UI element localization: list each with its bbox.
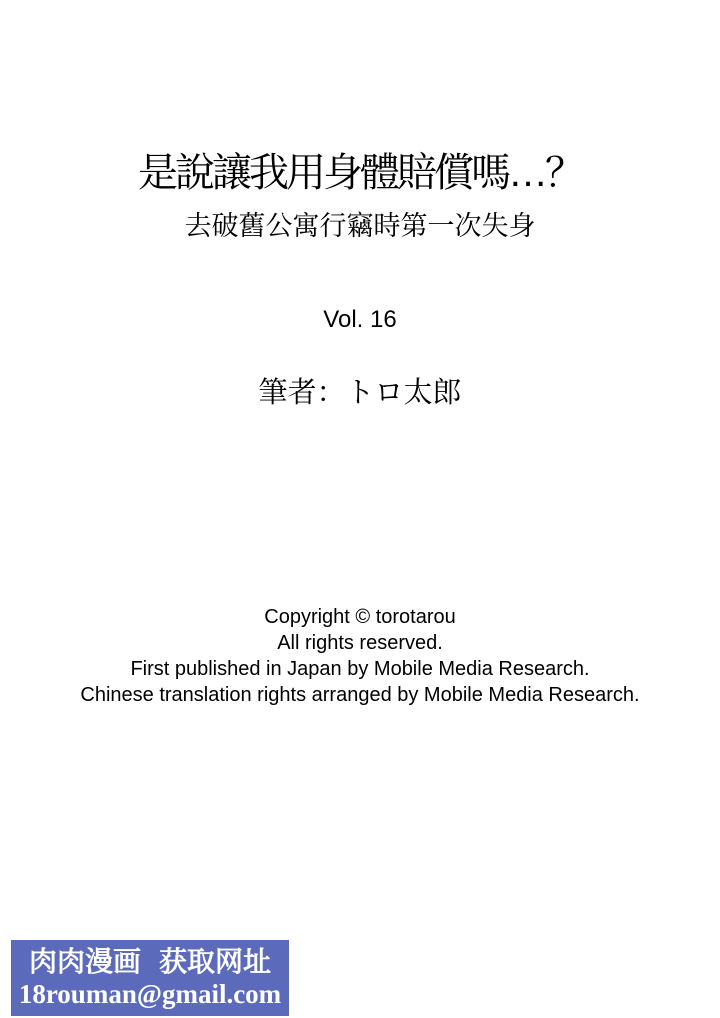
watermark-banner bbox=[11, 940, 289, 1016]
page-subtitle: 去破舊公寓行竊時第一次失身 bbox=[184, 211, 536, 241]
page-title: 是說讓我用身體賠償嗎…？ bbox=[138, 151, 582, 195]
watermark-site-name: 肉肉漫画 bbox=[28, 946, 141, 977]
copyright-line-4: Chinese translation rights arranged by Mobile Media Research. bbox=[80, 684, 640, 706]
copyright-block bbox=[0, 604, 720, 708]
watermark-site-line bbox=[11, 945, 289, 978]
copyright-line-3: First published in Japan by Mobile Media Research. bbox=[130, 658, 590, 680]
watermark-email: 18rouman@gmail.com bbox=[18, 979, 282, 1009]
volume-number: Vol. 16 bbox=[323, 306, 397, 333]
copyright-line-2: All rights reserved. bbox=[277, 632, 443, 654]
watermark-tagline: 获取网址 bbox=[159, 946, 272, 977]
copyright-line-1: Copyright © torotarou bbox=[264, 606, 456, 628]
author-credit: 筆者：トロ太郎 bbox=[258, 377, 462, 409]
